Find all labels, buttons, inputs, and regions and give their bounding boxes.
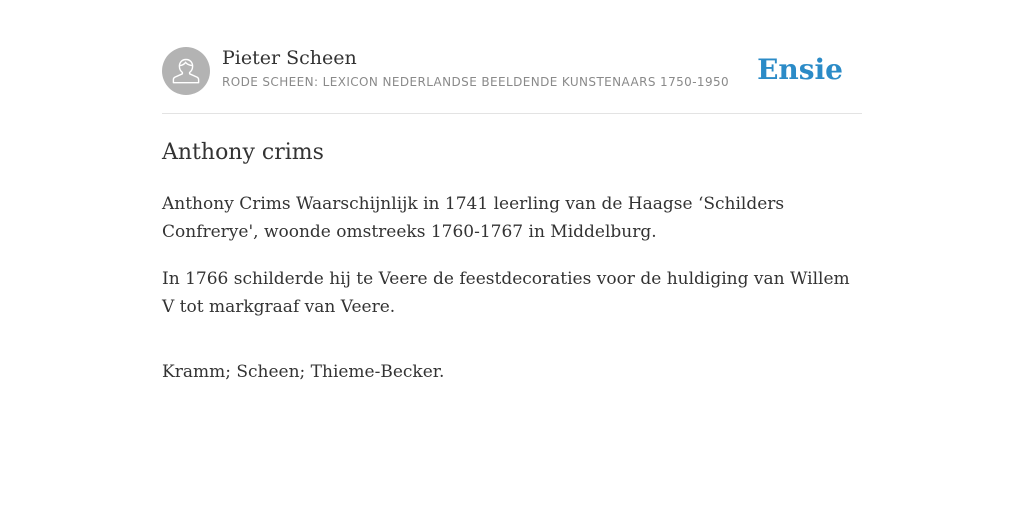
article-paragraph: Anthony Crims Waarschijnlijk in 1741 leerling van de Haagse ‘Schilders Confrerye', woonde omstreeks 1760-1767 in Middelburg.: [162, 194, 785, 242]
source-title[interactable]: RODE SCHEEN: LEXICON NEDERLANDSE BEELDENDE KUNSTENAARS 1750-1950: [222, 75, 730, 89]
article-references: Kramm; Scheen; Thieme-Becker.: [162, 362, 445, 382]
user-silhouette-icon: [162, 47, 210, 95]
article-header: [162, 46, 862, 114]
article-title: Anthony crims: [162, 140, 324, 165]
article-paragraph: In 1766 schilderde hij te Veere de feestdecoraties voor de huldiging van Willem V tot markgraaf van Veere.: [162, 269, 850, 317]
author-avatar[interactable]: [162, 47, 210, 95]
author-name[interactable]: Pieter Scheen: [222, 47, 357, 69]
ensie-logo[interactable]: Ensie: [757, 53, 843, 86]
article-body: [162, 190, 862, 405]
